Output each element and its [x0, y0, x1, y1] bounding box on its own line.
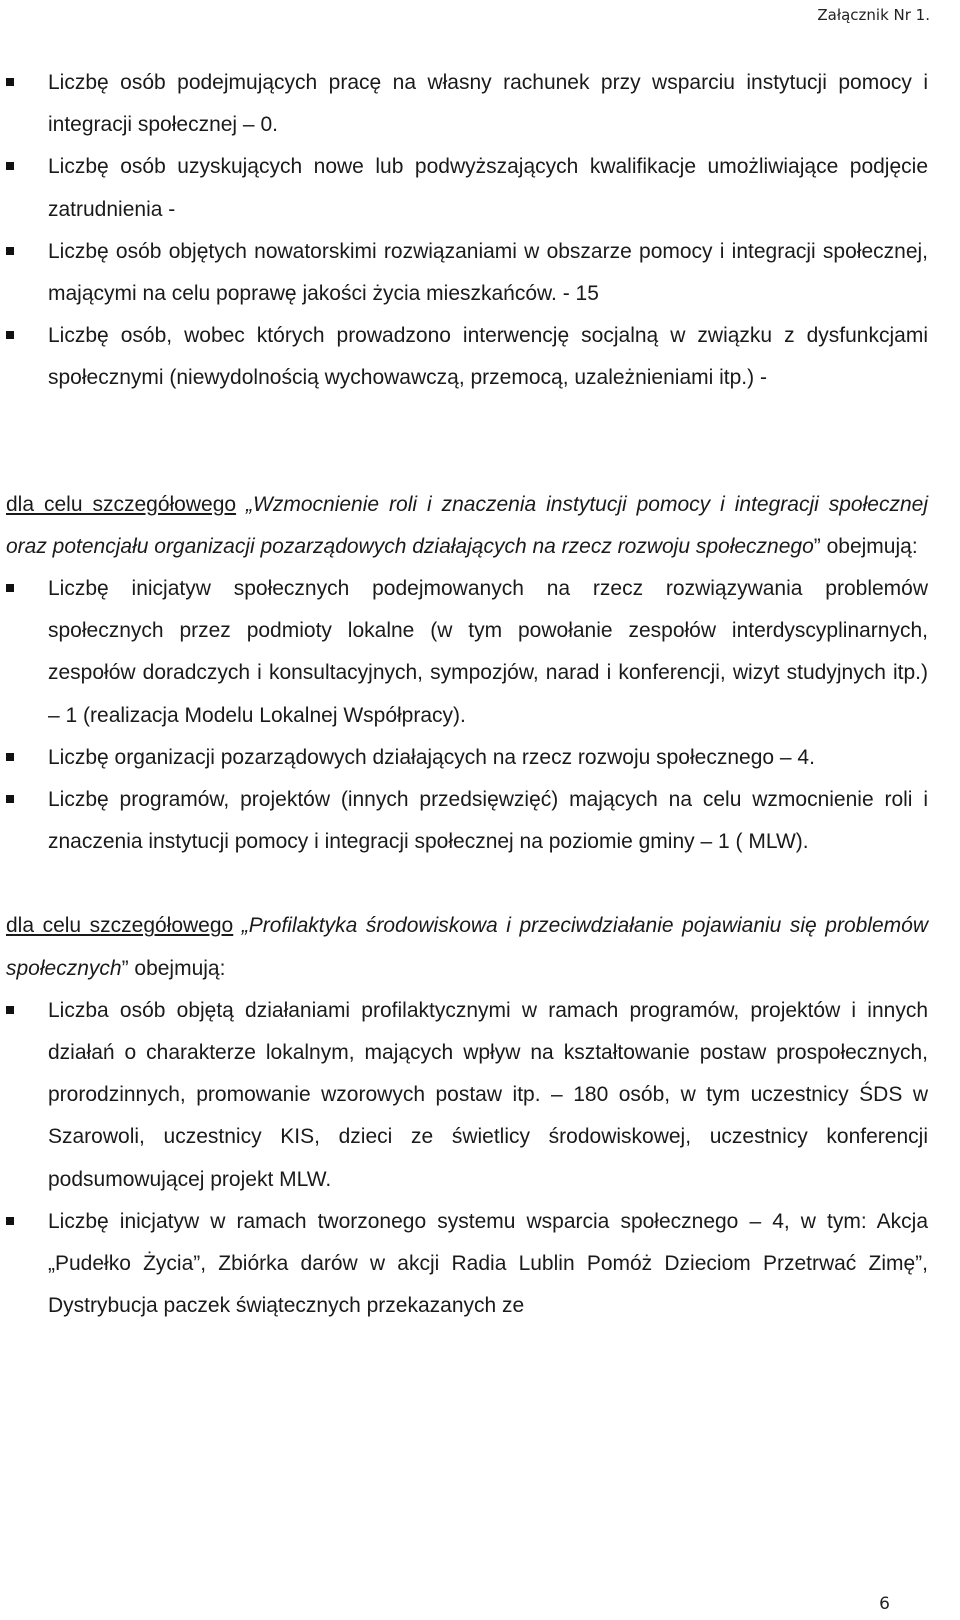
section2-list — [6, 568, 928, 863]
section3-intro-lead: dla celu szczegółowego — [6, 914, 234, 938]
list-item-text: Liczbę programów, projektów (innych przedsięwzięć) mających na celu wzmocnienie roli i znaczenia instytucji pomocy i integracji społecznej na poziomie gminy – 1 ( MLW). — [48, 788, 928, 854]
section3-goal: „Profilaktyka środowiskowa i przeciwdziałanie pojawianiu się problemów społecznych — [6, 914, 928, 980]
list-item — [6, 568, 928, 737]
section2-intro-tail: ” obejmują: — [813, 534, 918, 558]
list-item — [6, 1201, 928, 1328]
section3-intro-tail: ” obejmują: — [121, 956, 226, 980]
list-item — [6, 315, 928, 399]
list-item-text: Liczbę osób podejmujących pracę na własny rachunek przy wsparciu instytucji pomocy i integracji społecznej – 0. — [48, 71, 928, 137]
list-item-text: Liczbę osób objętych nowatorskimi rozwiązaniami w obszarze pomocy i integracji społecznej, mającymi na celu poprawę jakości życia mieszkańców. - 15 — [48, 239, 928, 306]
list-item — [6, 737, 928, 779]
section2-intro-lead: dla celu szczegółowego — [6, 492, 237, 516]
list-item — [6, 146, 928, 230]
spacer — [6, 400, 928, 484]
list-item-text: Liczba osób objętą działaniami profilaktycznymi w ramach programów, projektów i innych działań o charakterze lokalnym, mających wpływ na kształtowanie postaw prospołecznych, prorodzinnych, promowanie wzorowych postaw itp. – 180 osób, w tym uczestnicy ŚDS w Szarowoli, uczestnicy KIS, dzieci ze świetlicy środowiskowej, uczestnicy konferencji podsumowującej projekt MLW. — [48, 998, 928, 1191]
list-item — [6, 231, 928, 315]
square-bullet-icon — [6, 584, 14, 592]
section3-list — [6, 990, 928, 1328]
list-item-text: Liczbę inicjatyw w ramach tworzonego systemu wsparcia społecznego – 4, w tym: Akcja „Pudełko Życia”, Zbiórka darów w akcji Radia Lublin Pomóż Dzieciom Przetrwać Zimę”, Dystrybucja paczek świątecznych przekazanych ze — [48, 1209, 928, 1318]
square-bullet-icon — [6, 1006, 14, 1014]
square-bullet-icon — [6, 331, 14, 339]
square-bullet-icon — [6, 162, 14, 170]
header-note: Załącznik Nr 1. — [817, 6, 930, 24]
section2-intro — [6, 484, 928, 568]
page-number: 6 — [879, 1594, 890, 1614]
square-bullet-icon — [6, 795, 14, 803]
spacer — [6, 863, 928, 905]
section2-goal: „Wzmocnienie roli i znaczenia instytucji pomocy i integracji społecznej oraz potencjału organizacji pozarządowych działających na rzecz rozwoju społecznego — [6, 492, 928, 558]
document-body — [6, 62, 928, 1327]
list-item-text: Liczbę osób uzyskujących nowe lub podwyższających kwalifikacje umożliwiające podjęcie zatrudnienia - — [48, 155, 928, 221]
list-item-text: Liczbę inicjatyw społecznych podejmowanych na rzecz rozwiązywania problemów społecznych przez podmioty lokalne (w tym powołanie zespołów interdyscyplinarnych, zespołów doradczych i konsultacyjnych, sympozjów, narad i konferencji, wizyt studyjnych itp.) – 1 (realizacja Modelu Lokalnej Współpracy). — [48, 577, 928, 727]
list-item-text: Liczbę organizacji pozarządowych działających na rzecz rozwoju społecznego – 4. — [48, 745, 815, 769]
square-bullet-icon — [6, 1217, 14, 1225]
square-bullet-icon — [6, 78, 14, 86]
list-item — [6, 62, 928, 146]
list-item — [6, 990, 928, 1201]
square-bullet-icon — [6, 753, 14, 761]
list-item — [6, 779, 928, 863]
section3-intro — [6, 905, 928, 989]
list-item-text: Liczbę osób, wobec których prowadzono interwencję socjalną w związku z dysfunkcjami społecznymi (niewydolnością wychowawczą, przemocą, uzależnieniami itp.) - — [48, 324, 928, 390]
section1-list — [6, 62, 928, 400]
square-bullet-icon — [6, 247, 14, 255]
